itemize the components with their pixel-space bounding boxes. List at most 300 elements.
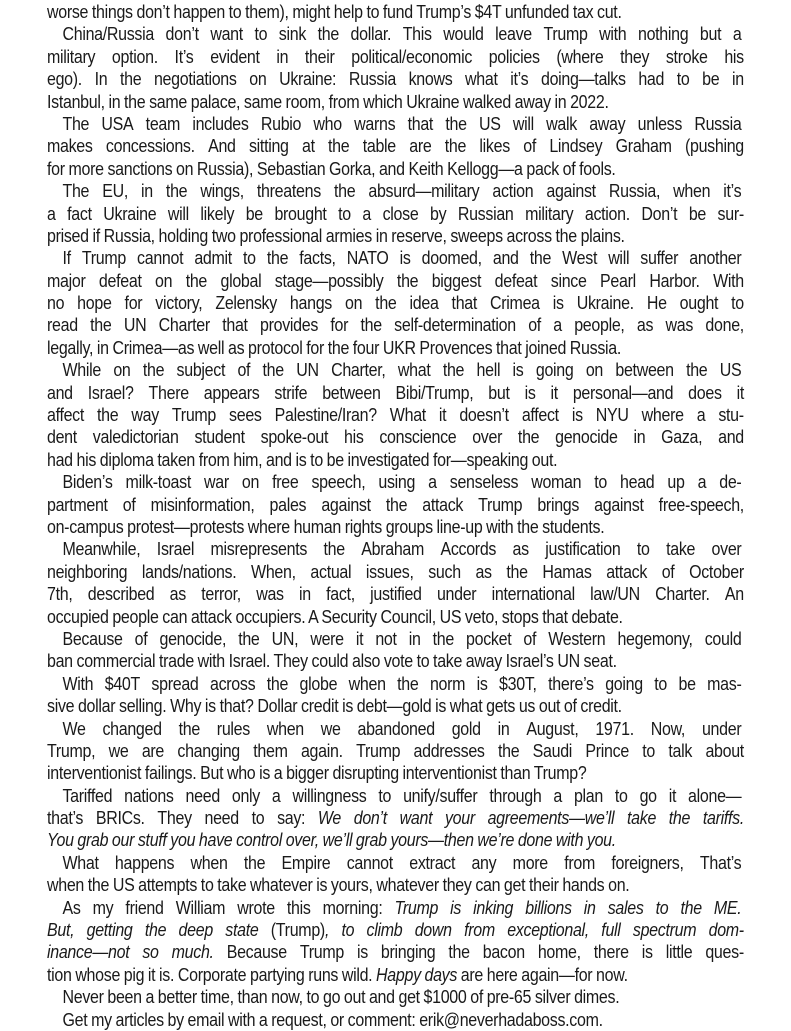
word — [473, 897, 513, 919]
word — [517, 516, 538, 537]
word — [409, 68, 453, 90]
text: Ukraine — [103, 202, 157, 224]
italic-text: to — [655, 896, 669, 918]
text-line — [47, 516, 604, 538]
text: Israel? — [87, 381, 134, 403]
text: to — [614, 784, 628, 806]
text: Istanbul, — [47, 90, 105, 112]
text-line — [47, 561, 744, 583]
word — [522, 404, 559, 426]
text: say: — [277, 807, 306, 829]
italic-text: we’re — [477, 829, 515, 851]
word — [689, 203, 706, 225]
text: it — [355, 627, 364, 649]
word — [414, 740, 485, 762]
text: actual — [310, 560, 352, 582]
word — [680, 292, 719, 314]
text: on — [113, 359, 131, 381]
text: interventionist — [47, 762, 142, 784]
word — [564, 852, 595, 874]
word — [310, 561, 351, 583]
word — [477, 673, 488, 695]
word — [506, 561, 527, 583]
word — [723, 180, 741, 202]
text: is — [476, 672, 488, 694]
word — [573, 1, 593, 22]
word — [570, 337, 621, 358]
text: of — [134, 627, 148, 649]
word — [246, 203, 263, 225]
word — [228, 1009, 255, 1030]
text: norm — [429, 672, 466, 694]
word — [642, 740, 655, 762]
text: a — [271, 784, 281, 806]
word — [532, 449, 557, 470]
word — [542, 516, 604, 537]
text: be — [245, 202, 263, 224]
text: warns — [354, 112, 396, 134]
text-line — [47, 158, 616, 180]
text: Gorka, — [329, 157, 376, 179]
text: in — [554, 90, 567, 112]
text: of — [661, 560, 675, 582]
word — [461, 964, 483, 985]
text: Biden’s — [62, 471, 113, 493]
italic-text: the — [668, 807, 691, 829]
text-line — [47, 919, 744, 941]
word — [702, 718, 741, 740]
word — [243, 247, 256, 269]
word — [222, 314, 247, 336]
word — [432, 270, 481, 292]
text: A — [308, 605, 318, 627]
text: over — [472, 426, 503, 448]
text: senseless — [449, 471, 519, 493]
text: hegemony, — [617, 627, 693, 649]
text: attack — [606, 560, 648, 582]
text: another — [689, 247, 742, 269]
text-line — [47, 829, 616, 851]
word — [378, 785, 391, 807]
word — [702, 68, 719, 90]
word — [363, 135, 396, 157]
text: need — [204, 807, 239, 829]
word — [176, 158, 193, 179]
text: US — [439, 605, 462, 627]
text: Saudi — [532, 739, 573, 761]
word — [667, 471, 684, 493]
word — [47, 292, 64, 314]
text: it — [438, 404, 447, 426]
word — [97, 404, 118, 426]
text: on — [585, 359, 604, 381]
word — [331, 359, 385, 381]
word — [155, 292, 202, 314]
text: abandoned — [357, 717, 435, 739]
word — [188, 1009, 225, 1030]
word — [545, 538, 620, 560]
word — [215, 292, 277, 314]
text: likely — [200, 202, 235, 224]
text: Russia. — [569, 336, 622, 358]
italic-text: But, — [47, 919, 75, 941]
word — [477, 359, 501, 381]
word — [77, 829, 108, 850]
text: were — [310, 627, 344, 649]
word — [538, 941, 581, 963]
word — [186, 270, 207, 292]
text: Russia), — [196, 157, 254, 179]
text: him, — [233, 448, 263, 470]
word — [458, 203, 514, 225]
word — [275, 404, 377, 426]
word — [199, 829, 232, 850]
italic-text: with — [555, 829, 584, 851]
word — [277, 807, 305, 829]
word — [344, 426, 364, 448]
text: protocol — [248, 336, 303, 358]
italic-text: take — [627, 807, 657, 829]
text: away — [514, 90, 551, 112]
text: attack — [422, 493, 464, 515]
word — [351, 46, 472, 68]
text: political/economic — [351, 45, 473, 67]
text: to — [338, 202, 351, 224]
word — [259, 762, 270, 783]
word — [673, 180, 710, 202]
text-line — [47, 449, 557, 471]
word — [731, 292, 744, 314]
text: about — [705, 739, 744, 761]
text: When, — [251, 560, 296, 582]
text: in — [633, 426, 646, 448]
text: people, — [574, 314, 625, 336]
text: absurd—military — [368, 180, 480, 202]
text: ques- — [705, 941, 744, 963]
text: his — [343, 426, 364, 448]
word — [406, 91, 459, 112]
word — [310, 628, 343, 650]
text: nations — [124, 784, 174, 806]
word — [47, 314, 78, 336]
word — [470, 986, 483, 1007]
word — [62, 785, 112, 807]
word — [379, 158, 405, 179]
text: conscience — [379, 426, 457, 448]
word — [348, 449, 430, 470]
word — [273, 650, 307, 671]
word — [62, 113, 89, 135]
word — [228, 337, 244, 358]
word — [177, 359, 226, 381]
word — [75, 964, 120, 985]
word — [229, 1, 242, 22]
word — [638, 68, 664, 90]
text: Zelensky — [215, 292, 277, 314]
text: There — [148, 381, 189, 403]
word — [306, 337, 324, 358]
text: Trump, — [47, 739, 96, 761]
text: as — [169, 583, 186, 605]
italic-text: done — [517, 829, 553, 851]
text: a — [553, 314, 562, 336]
word — [267, 247, 288, 269]
word — [513, 852, 548, 874]
word — [301, 740, 343, 762]
word — [62, 673, 93, 695]
text: only — [231, 784, 260, 806]
word — [47, 583, 72, 605]
word — [400, 247, 411, 269]
word — [535, 986, 571, 1007]
text: as — [636, 314, 654, 336]
word — [640, 785, 657, 807]
text: justified — [370, 583, 422, 605]
text: misinformation, — [150, 493, 255, 515]
word — [338, 203, 351, 225]
text: What — [389, 404, 426, 426]
word — [633, 426, 645, 448]
text: 7th, — [47, 583, 73, 605]
word — [599, 23, 626, 45]
word — [579, 158, 615, 179]
word — [47, 337, 93, 358]
text: to — [243, 247, 256, 269]
text-line — [47, 91, 609, 113]
text-line — [47, 852, 741, 874]
text: the — [497, 739, 520, 761]
word — [229, 404, 262, 426]
word — [417, 650, 430, 671]
word — [300, 673, 338, 695]
text: to — [594, 471, 608, 493]
word — [260, 314, 318, 336]
word — [573, 382, 673, 404]
text: since — [550, 269, 587, 291]
word — [47, 135, 93, 157]
word — [617, 628, 692, 650]
word — [542, 561, 591, 583]
word — [266, 449, 292, 470]
word — [357, 695, 432, 716]
text: student — [194, 426, 245, 448]
text: dollar — [77, 695, 116, 717]
text: my — [92, 896, 114, 918]
word — [172, 941, 214, 963]
text: in — [375, 224, 388, 246]
text: and — [368, 986, 395, 1008]
word — [506, 225, 551, 246]
text: to — [366, 1, 380, 22]
word — [162, 606, 187, 627]
word — [227, 941, 287, 963]
word — [585, 740, 629, 762]
word — [47, 762, 141, 783]
text: from — [198, 448, 230, 470]
text-line — [47, 382, 744, 404]
text: UKR — [382, 336, 416, 358]
text: Accords — [440, 538, 497, 560]
word — [103, 203, 156, 225]
text: that — [407, 112, 434, 134]
text: them), — [245, 1, 289, 22]
text: well — [197, 336, 225, 358]
text: doomed, — [421, 247, 482, 269]
word — [47, 158, 65, 179]
text: Get — [62, 1008, 88, 1030]
text: is — [571, 404, 583, 426]
text: to — [642, 739, 656, 761]
italic-text: spectrum — [632, 919, 697, 941]
word — [106, 135, 195, 157]
italic-text: Happy — [376, 963, 421, 985]
text: Lindsey — [549, 135, 603, 157]
word — [376, 964, 421, 985]
word — [93, 897, 114, 919]
word — [666, 314, 694, 336]
text: and — [492, 247, 519, 269]
text: to — [306, 986, 320, 1008]
word — [488, 807, 615, 829]
word — [272, 785, 281, 807]
text: October — [689, 560, 744, 582]
text: investigated — [347, 448, 430, 470]
text: Trump — [299, 941, 344, 963]
text: can — [475, 874, 501, 896]
word — [145, 986, 154, 1007]
text: Russia — [348, 68, 396, 90]
word — [47, 516, 123, 537]
text: pack — [526, 157, 559, 179]
text: $30T, — [499, 672, 537, 694]
text: a — [696, 404, 706, 426]
text-line — [47, 1, 622, 23]
word — [403, 762, 497, 783]
word — [239, 225, 322, 246]
word — [62, 986, 103, 1007]
text: also — [351, 650, 381, 672]
text: will — [608, 247, 630, 269]
text: affect — [47, 404, 85, 426]
italic-text: yours—then — [390, 829, 474, 851]
text: lands/nations. — [141, 560, 237, 582]
word — [587, 829, 616, 850]
text-line — [47, 650, 617, 672]
word — [390, 404, 426, 426]
text: war — [203, 471, 229, 493]
word — [718, 203, 744, 225]
word — [323, 538, 344, 560]
word — [526, 158, 559, 179]
text: While — [62, 359, 101, 381]
word — [596, 404, 629, 426]
word — [253, 740, 287, 762]
word — [669, 807, 690, 829]
text: Palestine/Iran? — [274, 404, 377, 426]
text: globe — [299, 672, 338, 694]
word — [261, 426, 329, 448]
word — [299, 583, 311, 605]
word — [595, 718, 634, 740]
text: using — [378, 471, 416, 493]
text: table — [362, 135, 396, 157]
text: is — [356, 941, 368, 963]
text: subject — [176, 359, 226, 381]
word — [519, 695, 535, 716]
word — [310, 449, 323, 470]
text: in — [96, 336, 109, 358]
text: pig — [123, 963, 145, 985]
text: free — [272, 471, 299, 493]
text: Trump? — [533, 762, 587, 784]
word — [237, 897, 275, 919]
word — [47, 203, 56, 225]
text: the — [397, 672, 419, 694]
word — [149, 91, 187, 112]
text: fact — [67, 202, 92, 224]
text: who — [313, 112, 342, 134]
word — [556, 829, 583, 850]
text: the — [333, 180, 356, 202]
word — [555, 426, 618, 448]
word — [204, 471, 229, 493]
text: Trump — [171, 404, 217, 426]
word — [394, 314, 516, 336]
text: Charter. — [655, 583, 710, 605]
word — [546, 113, 577, 135]
text: in — [408, 627, 421, 649]
word — [292, 785, 366, 807]
word — [352, 650, 380, 671]
word — [47, 964, 72, 985]
word — [666, 46, 708, 68]
word — [287, 897, 311, 919]
text: to — [200, 874, 214, 896]
word — [386, 516, 433, 537]
text: the — [327, 336, 350, 358]
text-line — [47, 359, 741, 381]
word — [313, 113, 341, 135]
word — [179, 718, 200, 740]
text-line — [47, 874, 629, 896]
text: taken — [157, 448, 196, 470]
text: on — [249, 68, 267, 90]
word — [356, 829, 387, 850]
word — [254, 23, 267, 45]
word — [93, 426, 179, 448]
text: The — [62, 112, 90, 134]
word — [102, 718, 161, 740]
word — [62, 628, 122, 650]
text: biggest — [431, 269, 482, 291]
text: up — [667, 471, 685, 493]
word — [513, 538, 529, 560]
text: as — [475, 560, 492, 582]
word — [353, 337, 379, 358]
text: makes — [47, 135, 93, 157]
word — [295, 449, 306, 470]
word — [525, 897, 571, 919]
word — [249, 135, 289, 157]
text: BRICs. — [95, 807, 145, 829]
text: same — [243, 90, 282, 112]
word — [62, 23, 153, 45]
word — [286, 91, 325, 112]
word — [616, 135, 672, 157]
text: Meanwhile, — [62, 538, 141, 560]
word — [384, 650, 413, 671]
word — [198, 337, 224, 358]
